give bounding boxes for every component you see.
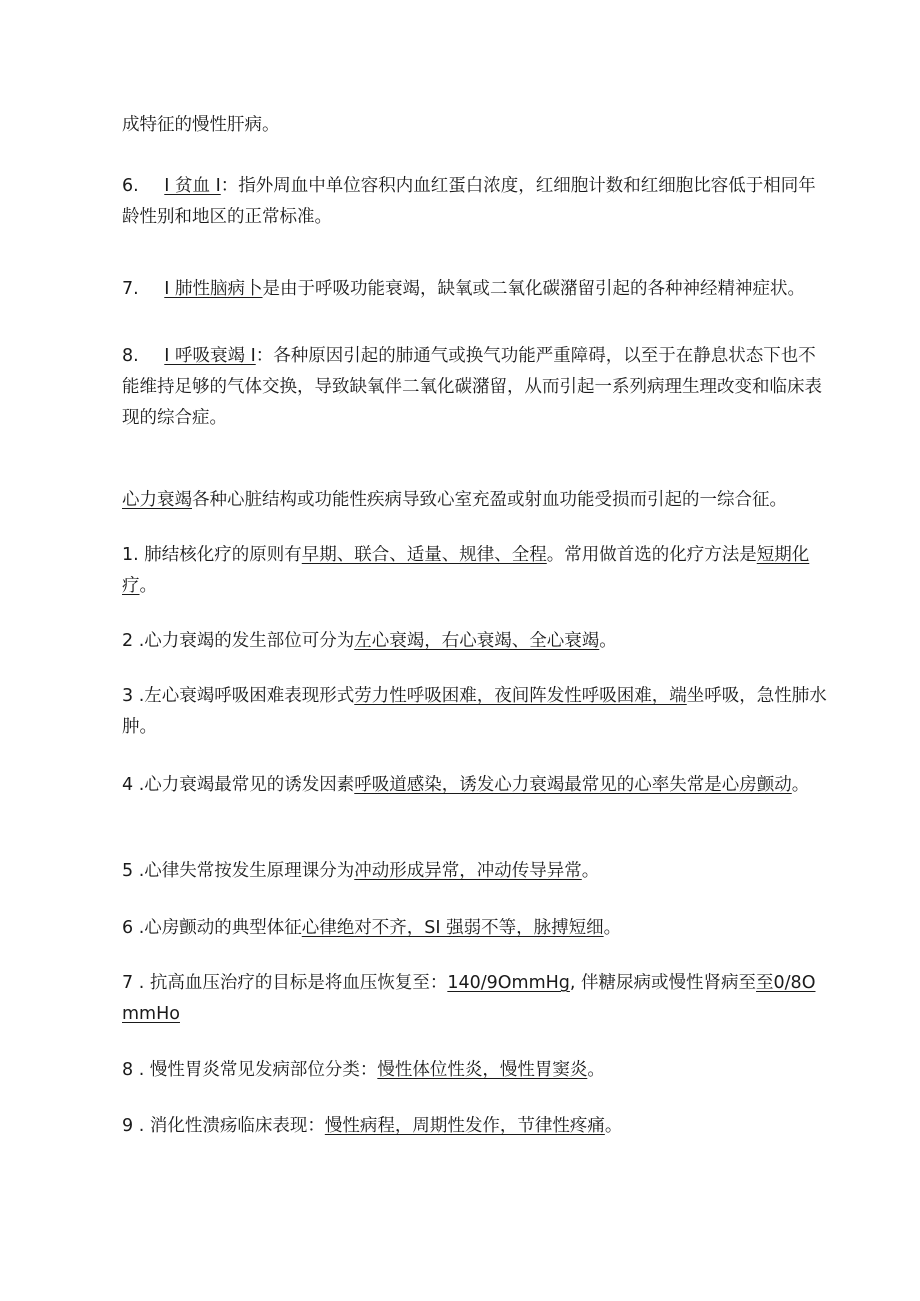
- definition-number: 6.: [122, 176, 139, 196]
- definition-text: 各种心脏结构或功能性疾病导致心室充盈或射血功能受损而引起的一综合征。: [192, 490, 787, 510]
- item-mid: 。常用做首选的化疗方法是: [546, 545, 757, 565]
- fill-item-8: [122, 1055, 828, 1086]
- item-suffix: 。: [599, 631, 617, 651]
- fill-item-7: [122, 968, 828, 1030]
- item-answer: 呼吸道感染，诱发心力衰竭最常见的心率失常是心房颤动: [354, 775, 792, 795]
- fill-item-5: [122, 856, 828, 887]
- fill-item-6: [122, 913, 828, 944]
- definition-continuation: 成特征的慢性肝病。: [122, 115, 280, 135]
- item-answer: 至0/8OmmHo: [122, 973, 816, 1024]
- item-prefix: 1. 肺结核化疗的原则有: [122, 545, 302, 565]
- item-prefix: 7 . 抗高血压治疗的目标是将血压恢复至：: [122, 973, 448, 993]
- item-answer: 早期、联合、适量、规律、全程: [301, 545, 547, 565]
- item-prefix: 3 .左心衰竭呼吸困难表现形式: [122, 686, 355, 706]
- item-answer: 慢性体位性炎，慢性胃窦炎: [377, 1060, 588, 1080]
- item-prefix: 6 .心房颤动的典型体征: [122, 918, 302, 938]
- definition-term: I 肺性脑病卜: [164, 279, 263, 299]
- item-suffix: 。: [581, 861, 600, 881]
- fill-item-2: [122, 626, 828, 657]
- definition-term: I 呼吸衰竭 I: [164, 346, 256, 366]
- definition-number: 7.: [122, 279, 139, 299]
- fill-item-1: [122, 540, 828, 602]
- item-answer: 劳力性呼吸困难，夜间阵发性呼吸困难，端: [354, 686, 687, 706]
- item-suffix: 。: [791, 775, 810, 795]
- item-prefix: 9 . 消化性溃疡临床表现：: [122, 1116, 325, 1136]
- item-prefix: 4 .心力衰竭最常见的诱发因素: [122, 775, 355, 795]
- definition-number: 8.: [122, 346, 139, 366]
- item-answer: 140/9OmmHg: [447, 973, 570, 993]
- item-suffix: 。: [587, 1060, 605, 1080]
- definition-heart-failure: [122, 485, 828, 516]
- definition-text: ：各种原因引起的肺通气或换气功能严重障碍，以至于在静息状态下也不能维持足够的气体交换，导致缺氧伴二氧化碳潴留，从而引起一系列病理生理改变和临床表现的综合症。: [122, 346, 822, 428]
- definition-text: ：指外周血中单位容积内血红蛋白浓度，红细胞计数和红细胞比容低于相同年龄性别和地区的正常标准。: [122, 176, 816, 227]
- item-answer: 短期化疗: [122, 545, 810, 596]
- item-suffix: 。: [604, 1116, 623, 1136]
- item-prefix: 2 .心力衰竭的发生部位可分为: [122, 631, 355, 651]
- fill-item-4: [122, 770, 828, 801]
- fill-item-9: [122, 1111, 828, 1142]
- definition-term: 心力衰竭: [122, 490, 192, 510]
- item-suffix: 。: [603, 918, 622, 938]
- item-mid: , 伴糖尿病或慢性肾病至: [569, 973, 757, 993]
- definition-pulmonary-encephalopathy: [122, 274, 828, 305]
- definition-term: I 贫血 I: [164, 176, 221, 196]
- definition-anemia: [122, 171, 828, 233]
- item-prefix: 5 .心律失常按发生原理课分为: [122, 861, 355, 881]
- definition-respiratory-failure: [122, 341, 828, 434]
- item-prefix: 8 . 慢性胃炎常见发病部位分类：: [122, 1060, 378, 1080]
- item-suffix: 。: [139, 576, 157, 596]
- definition-text: 是由于呼吸功能衰竭，缺氧或二氧化碳潴留引起的各种神经精神症状。: [262, 279, 806, 299]
- item-answer: 心律绝对不齐，SI 强弱不等，脉搏短细: [301, 918, 604, 938]
- item-answer: 左心衰竭，右心衰竭、全心衰竭: [354, 631, 600, 651]
- item-answer: 冲动形成异常，冲动传导异常: [354, 861, 582, 881]
- item-answer: 慢性病程，周期性发作，节律性疼痛: [324, 1116, 605, 1136]
- item-mid: 坐呼吸，急性肺水肿。: [122, 686, 827, 737]
- fill-item-3: [122, 681, 828, 743]
